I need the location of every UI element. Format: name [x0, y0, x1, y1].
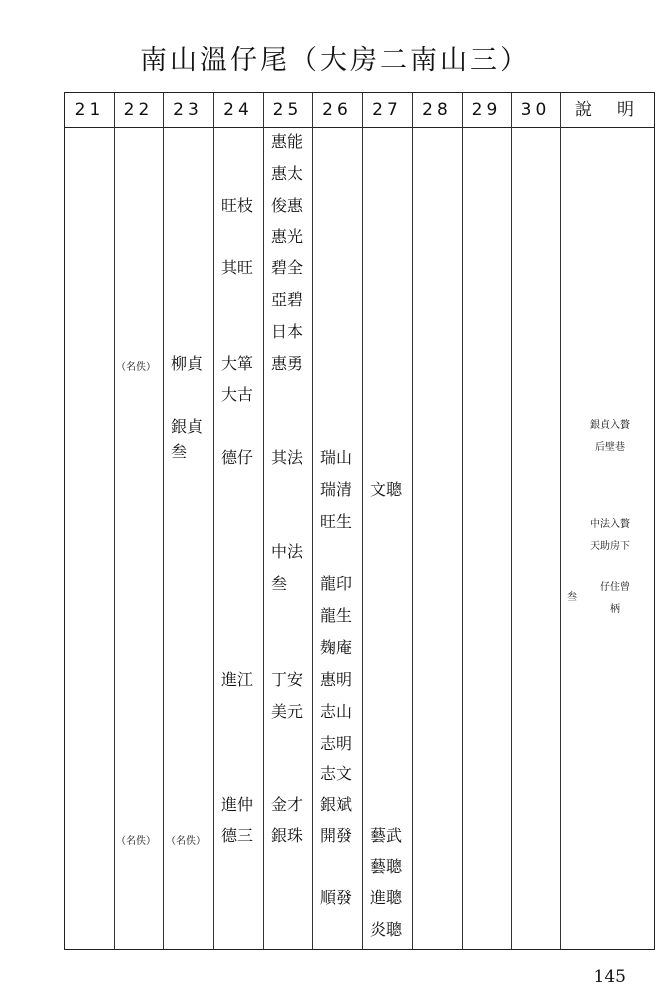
note-line: 后壁巷	[595, 442, 625, 453]
name-cell: 金才	[271, 795, 304, 814]
name-cell: 藝武	[370, 826, 403, 845]
header-cell-26: 26	[322, 100, 352, 120]
column-divider	[213, 93, 214, 949]
note-entry	[585, 581, 645, 617]
column-divider	[362, 93, 363, 949]
note-line: 中法入贅	[590, 519, 630, 530]
name-cell: 瑞清	[320, 480, 353, 499]
name-cell: 中法	[271, 542, 304, 561]
name-cell: 碧全	[271, 258, 304, 277]
header-cell-27: 27	[372, 100, 402, 120]
note-line: 仔住曾	[600, 582, 630, 593]
name-cell: 銀貞	[171, 417, 204, 436]
name-cell: 瑞山	[320, 448, 353, 467]
name-cell: 丁安	[271, 670, 304, 689]
header-cell-29: 29	[471, 100, 502, 120]
name-cell: （名佚）	[116, 362, 156, 373]
name-cell: 日本	[271, 322, 304, 341]
name-cell: 大箪	[221, 354, 254, 373]
name-cell: 惠太	[271, 164, 304, 183]
name-cell: 藝聰	[370, 857, 403, 876]
name-cell: 叁	[171, 442, 188, 461]
name-cell: 龍印	[320, 574, 353, 593]
name-cell: 志山	[320, 702, 353, 721]
header-cell-notes: 說 明	[575, 100, 638, 120]
name-cell: 旺生	[320, 512, 353, 531]
name-cell: 文聰	[370, 480, 403, 499]
genealogy-table	[64, 92, 655, 950]
header-divider	[65, 127, 654, 128]
name-cell: 柳貞	[171, 354, 204, 373]
column-divider	[412, 93, 413, 949]
header-cell-28: 28	[422, 100, 452, 120]
name-cell: 其旺	[221, 258, 254, 277]
name-cell: 德仔	[221, 448, 254, 467]
name-cell: （名佚）	[166, 836, 206, 847]
name-cell: 銀斌	[320, 795, 353, 814]
name-cell: 大古	[221, 385, 254, 404]
name-cell: 進江	[221, 670, 254, 689]
name-cell: 其法	[271, 448, 304, 467]
header-cell-22: 22	[123, 100, 154, 120]
column-divider	[312, 93, 313, 949]
column-divider	[263, 93, 264, 949]
name-cell: 叁	[271, 574, 288, 593]
name-cell: 開發	[320, 826, 353, 845]
name-cell: 德三	[221, 826, 254, 845]
name-cell: 銀珠	[271, 826, 304, 845]
header-cell-25: 25	[272, 100, 303, 120]
name-cell: 炎聰	[370, 920, 403, 939]
name-cell: 順發	[320, 888, 353, 907]
name-cell: （名佚）	[116, 836, 156, 847]
name-cell: 進仲	[221, 795, 254, 814]
column-divider	[560, 93, 561, 949]
note-entry	[570, 518, 650, 554]
note-line: 柄	[610, 604, 620, 615]
column-divider	[462, 93, 463, 949]
note-side: 叁	[567, 592, 577, 603]
column-divider	[163, 93, 164, 949]
note-line: 銀貞入贅	[590, 420, 630, 431]
column-divider	[511, 93, 512, 949]
header-cell-23: 23	[173, 100, 203, 120]
name-cell: 進聰	[370, 888, 403, 907]
name-cell: 俊惠	[271, 196, 304, 215]
note-entry	[570, 419, 650, 455]
header-cell-30: 30	[520, 100, 551, 120]
name-cell: 龍生	[320, 606, 353, 625]
name-cell: 亞碧	[271, 290, 304, 309]
name-cell: 麹庵	[320, 638, 353, 657]
name-cell: 惠明	[320, 670, 353, 689]
name-cell: 志明	[320, 734, 353, 753]
page-title: 南山溫仔尾（大房二南山三）	[140, 45, 530, 76]
column-divider	[114, 93, 115, 949]
name-cell: 惠光	[271, 227, 304, 246]
name-cell: 惠勇	[271, 354, 304, 373]
name-cell: 美元	[271, 702, 304, 721]
header-cell-24: 24	[223, 100, 253, 120]
header-cell-21: 21	[74, 100, 105, 120]
name-cell: 惠能	[271, 132, 304, 151]
page-number: 145	[593, 967, 626, 987]
name-cell: 志文	[320, 764, 353, 783]
name-cell: 旺枝	[221, 196, 254, 215]
note-line: 天助房下	[590, 541, 630, 552]
